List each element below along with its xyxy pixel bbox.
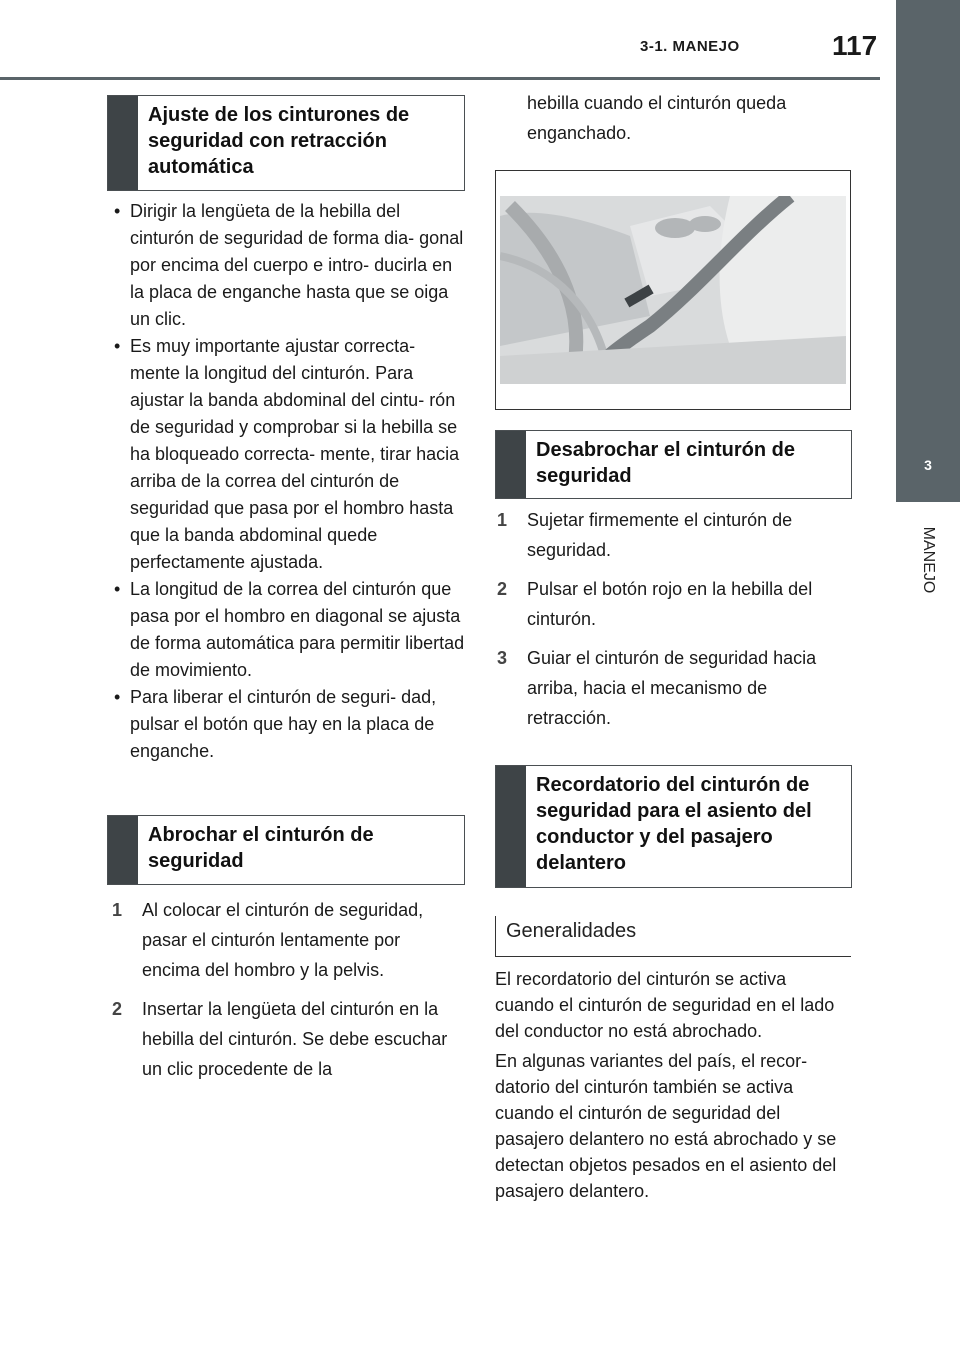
heading-text: Abrochar el cinturón de seguridad [148, 824, 374, 872]
heading-desabrochar [495, 430, 852, 499]
heading-text: Recordatorio del cinturón de seguridad para el asiento del conductor y del pasajero delantero [536, 774, 812, 874]
bullet-item: • Para liberar el cinturón de seguri- dad, pulsar el botón que hay en la placa de enganche. [112, 684, 468, 765]
step-item [497, 574, 849, 634]
heading-bar [496, 431, 526, 498]
subheading-text: Generalidades [506, 920, 637, 942]
step-item [112, 994, 460, 1084]
heading-recordatorio [495, 765, 852, 888]
bullet-item: • Dirigir la lengüeta de la hebilla del cinturón de seguridad de forma dia- gonal por encima del cuerpo e intro- ducirla en la placa de enganche hasta que se oiga un clic. [112, 198, 468, 333]
section-title: 3-1. MANEJO [640, 38, 740, 55]
step-text: Sujetar firmemente el cinturón de seguridad. [527, 510, 793, 560]
step-list [112, 895, 460, 1093]
paragraph: En algunas variantes del país, el recor- datorio del cinturón también se activa cuando el cinturón de seguridad del pasajero delantero no está abrochado y se detectan objetos pesados en el asiento del pasajero delantero. [495, 1051, 837, 1201]
step-number: 1 [112, 900, 123, 920]
step-item [112, 895, 460, 985]
step-number: 1 [497, 510, 508, 530]
subheading-generalidades [495, 916, 851, 957]
step-text: Insertar la lengüeta del cinturón en la hebilla del cinturón. Se debe escuchar un clic procedente de la [142, 999, 448, 1079]
heading-bar [496, 766, 526, 887]
heading-text: Desabrochar el cinturón de seguridad [536, 439, 795, 487]
seatbelt-image [500, 196, 846, 384]
heading-bar [108, 96, 138, 190]
step-text: Al colocar el cinturón de seguridad, pasar el cinturón lentamente por encima del hombro y la pelvis. [142, 900, 424, 980]
bullet-item: • Es muy importante ajustar correcta- mente la longitud del cinturón. Para ajustar la banda abdominal del cintu- rón de seguridad y comprobar si la hebilla se ha bloqueado correcta- mente, tirar hacia arriba de la correa del cinturón de seguridad que pasa por el hombro hasta que la banda abdominal quede perfectamente ajustada. [112, 333, 468, 576]
step-item [497, 505, 849, 565]
heading-text: Ajuste de los cinturones de seguridad con retracción automática [148, 104, 410, 178]
bullet-list [112, 198, 468, 765]
step-text: Pulsar el botón rojo en la hebilla del cinturón. [527, 579, 813, 629]
step-continuation: hebilla cuando el cinturón queda enganchado. [527, 93, 787, 143]
chapter-tab-number: 3 [896, 428, 960, 502]
chapter-tab-bar [896, 0, 960, 428]
heading-ajuste [107, 95, 465, 191]
step-list [497, 505, 849, 742]
bullet-item: • La longitud de la correa del cinturón que pasa por el hombro en diagonal se ajusta de forma automática para permitir libertad de movimiento. [112, 576, 468, 684]
step-item [497, 643, 849, 733]
step-number: 2 [112, 999, 123, 1019]
step-text: Guiar el cinturón de seguridad hacia arriba, hacia el mecanismo de retracción. [527, 648, 817, 728]
step-number: 2 [497, 579, 508, 599]
paragraph: El recordatorio del cinturón se activa cuando el cinturón de seguridad en el lado del conductor no está abrochado. [495, 969, 835, 1041]
heading-bar [108, 816, 138, 884]
heading-abrochar [107, 815, 465, 885]
seatbelt-illustration [495, 170, 851, 410]
header-rule [0, 77, 880, 80]
page-number: 117 [832, 30, 878, 61]
chapter-tab-label: MANEJO [920, 526, 937, 594]
step-number: 3 [497, 648, 508, 668]
